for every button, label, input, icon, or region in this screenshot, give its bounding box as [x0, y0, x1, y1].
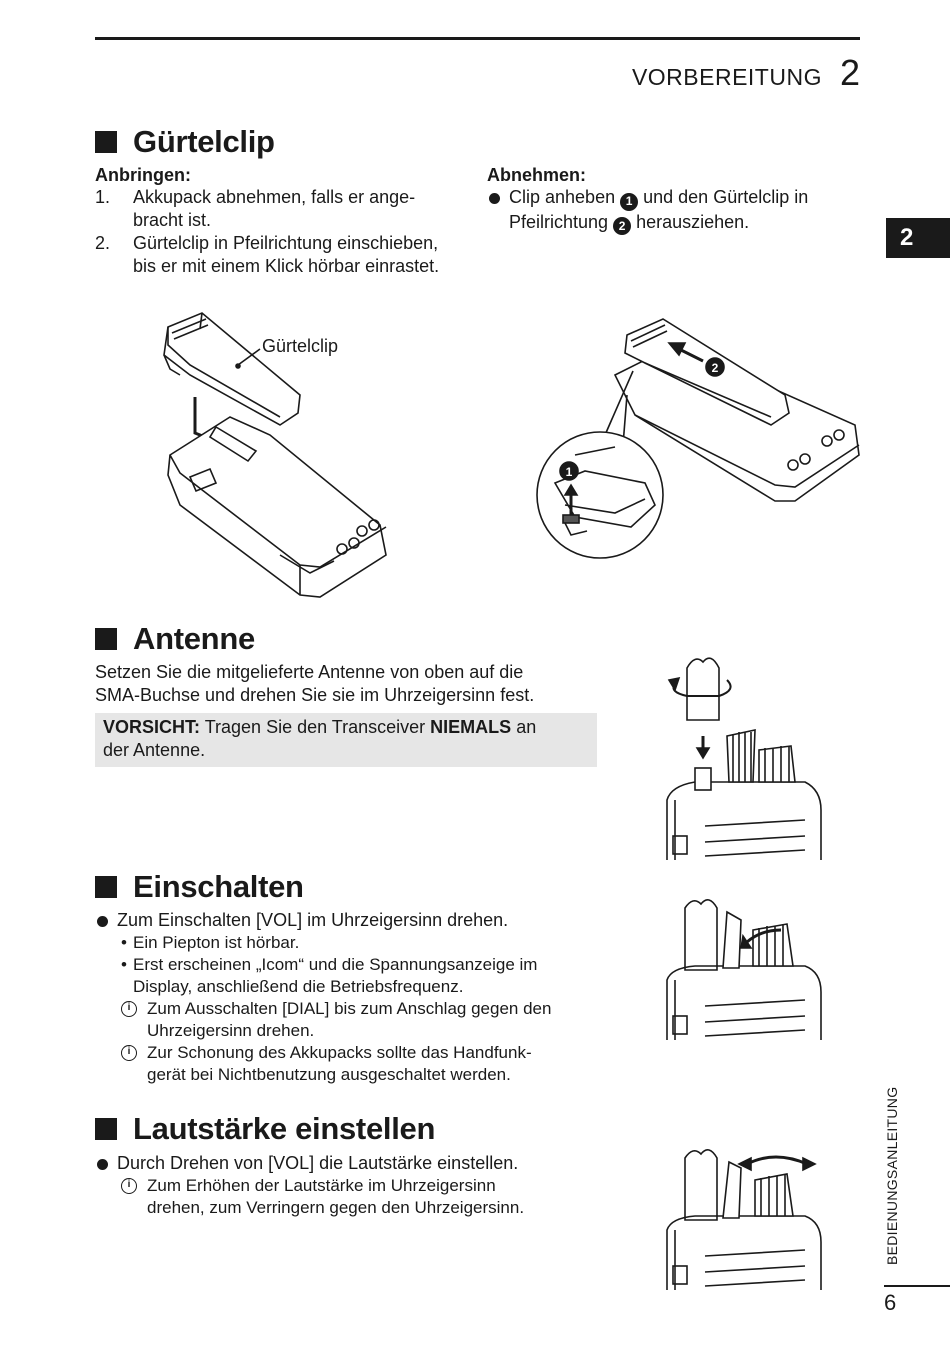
anbringen-column: [95, 165, 485, 278]
abnehmen-heading: Abnehmen:: [487, 165, 586, 185]
info-text: Zum Erhöhen der Lautstärke im Uhrzeigersinn drehen, zum Verringern gegen den Uhrzeigersinn.: [147, 1176, 525, 1217]
list-item: [95, 232, 485, 278]
warning-box: VORSICHT: Tragen Sie den Transceiver NIEMALS an der Antenne.: [95, 713, 597, 767]
antenne-paragraph: Setzen Sie die mitgelieferte Antenne von oben auf die SMA-Buchse und drehen Sie sie im Uhrzeigersinn fest.: [95, 662, 535, 705]
bullet-icon: [95, 909, 117, 932]
list-item: • Erst erscheinen „Icom“ und die Spannungsanzeige im Display, anschließend die Betriebsfrequenz.: [121, 955, 538, 996]
list-item: [95, 909, 615, 932]
antenna-attach-illustration: [655, 650, 835, 860]
abnehmen-column: [487, 165, 857, 235]
info-icon: [121, 998, 147, 1042]
warning-label: VORSICHT:: [103, 717, 201, 737]
bullet-icon: [95, 1152, 117, 1175]
list-item: [95, 1175, 615, 1219]
page-number: 6: [884, 1290, 897, 1315]
side-rule: [884, 1285, 950, 1287]
step-number: 1.: [95, 187, 111, 207]
marker-1-label: 1: [565, 465, 573, 479]
list-item: [487, 186, 857, 235]
section-square-icon: [95, 1118, 117, 1140]
bullet-icon: [487, 186, 509, 235]
volume-illustration: [655, 1140, 835, 1290]
warning-emphasis: NIEMALS: [430, 717, 512, 737]
sub-bullet-text: Erst erscheinen „Icom“ und die Spannungsanzeige im Display, anschließend die Betriebsfrequenz.: [133, 955, 538, 996]
list-item: [95, 1042, 615, 1086]
section-square-icon: [95, 876, 117, 898]
info-text: Zum Ausschalten [DIAL] bis zum Anschlag gegen den Uhrzeigersinn drehen.: [147, 999, 552, 1040]
chapter-side-tab: [886, 218, 950, 258]
lautstaerke-content: [95, 1152, 615, 1219]
info-icon: [121, 1042, 147, 1086]
section-title-text: Antenne: [133, 621, 255, 656]
bullet-text: Durch Drehen von [VOL] die Lautstärke einstellen.: [117, 1153, 519, 1173]
list-item: [95, 998, 615, 1042]
top-rule: [95, 37, 860, 40]
bullet-text: Clip anheben 1 und den Gürtelclip in Pfeilrichtung 2 herausziehen.: [509, 186, 808, 235]
step-text: Gürtelclip in Pfeilrichtung einschieben, bis er mit einem Klick hörbar einrastet.: [133, 233, 440, 276]
step-text: Akkupack abnehmen, falls er ange- bracht ist.: [133, 187, 416, 230]
section-title-antenne: [95, 621, 255, 657]
section-title-lautstaerke: [95, 1111, 435, 1147]
section-title-text: Lautstärke einstellen: [133, 1111, 436, 1146]
list-item: • Ein Piepton ist hörbar.: [121, 933, 300, 952]
section-title-einschalten: [95, 869, 304, 905]
marker-2-label: 2: [711, 361, 719, 375]
marker-2-icon: 2: [613, 217, 631, 235]
section-title-text: Gürtelclip: [133, 124, 275, 159]
einschalten-content: [95, 909, 615, 1086]
list-item: [95, 1152, 615, 1175]
bullet-text: Zum Einschalten [VOL] im Uhrzeigersinn drehen.: [117, 910, 509, 930]
section-square-icon: [95, 131, 117, 153]
section-square-icon: [95, 628, 117, 650]
belt-clip-label: Gürtelclip: [262, 336, 339, 356]
step-number: 2.: [95, 233, 111, 253]
chapter-header: [632, 52, 860, 94]
sub-bullet-text: Ein Piepton ist hörbar.: [133, 933, 300, 952]
marker-1-icon: 1: [620, 193, 638, 211]
info-icon: [121, 1175, 147, 1219]
side-tab-number: 2: [900, 224, 914, 251]
list-item: [95, 186, 485, 232]
section-title-guertelclip: [95, 124, 275, 160]
side-label: BEDIENUNGSANLEITUNG: [884, 1086, 900, 1265]
info-text: Zur Schonung des Akkupacks sollte das Handfunk- gerät bei Nichtbenutzung ausgeschaltet werden.: [147, 1043, 532, 1084]
section-title-text: Einschalten: [133, 869, 304, 904]
anbringen-heading: Anbringen:: [95, 165, 191, 185]
chapter-title: VORBEREITUNG: [631, 64, 822, 90]
chapter-number: 2: [839, 52, 860, 93]
power-on-illustration: [655, 890, 835, 1040]
belt-clip-remove-illustration: [535, 305, 865, 565]
